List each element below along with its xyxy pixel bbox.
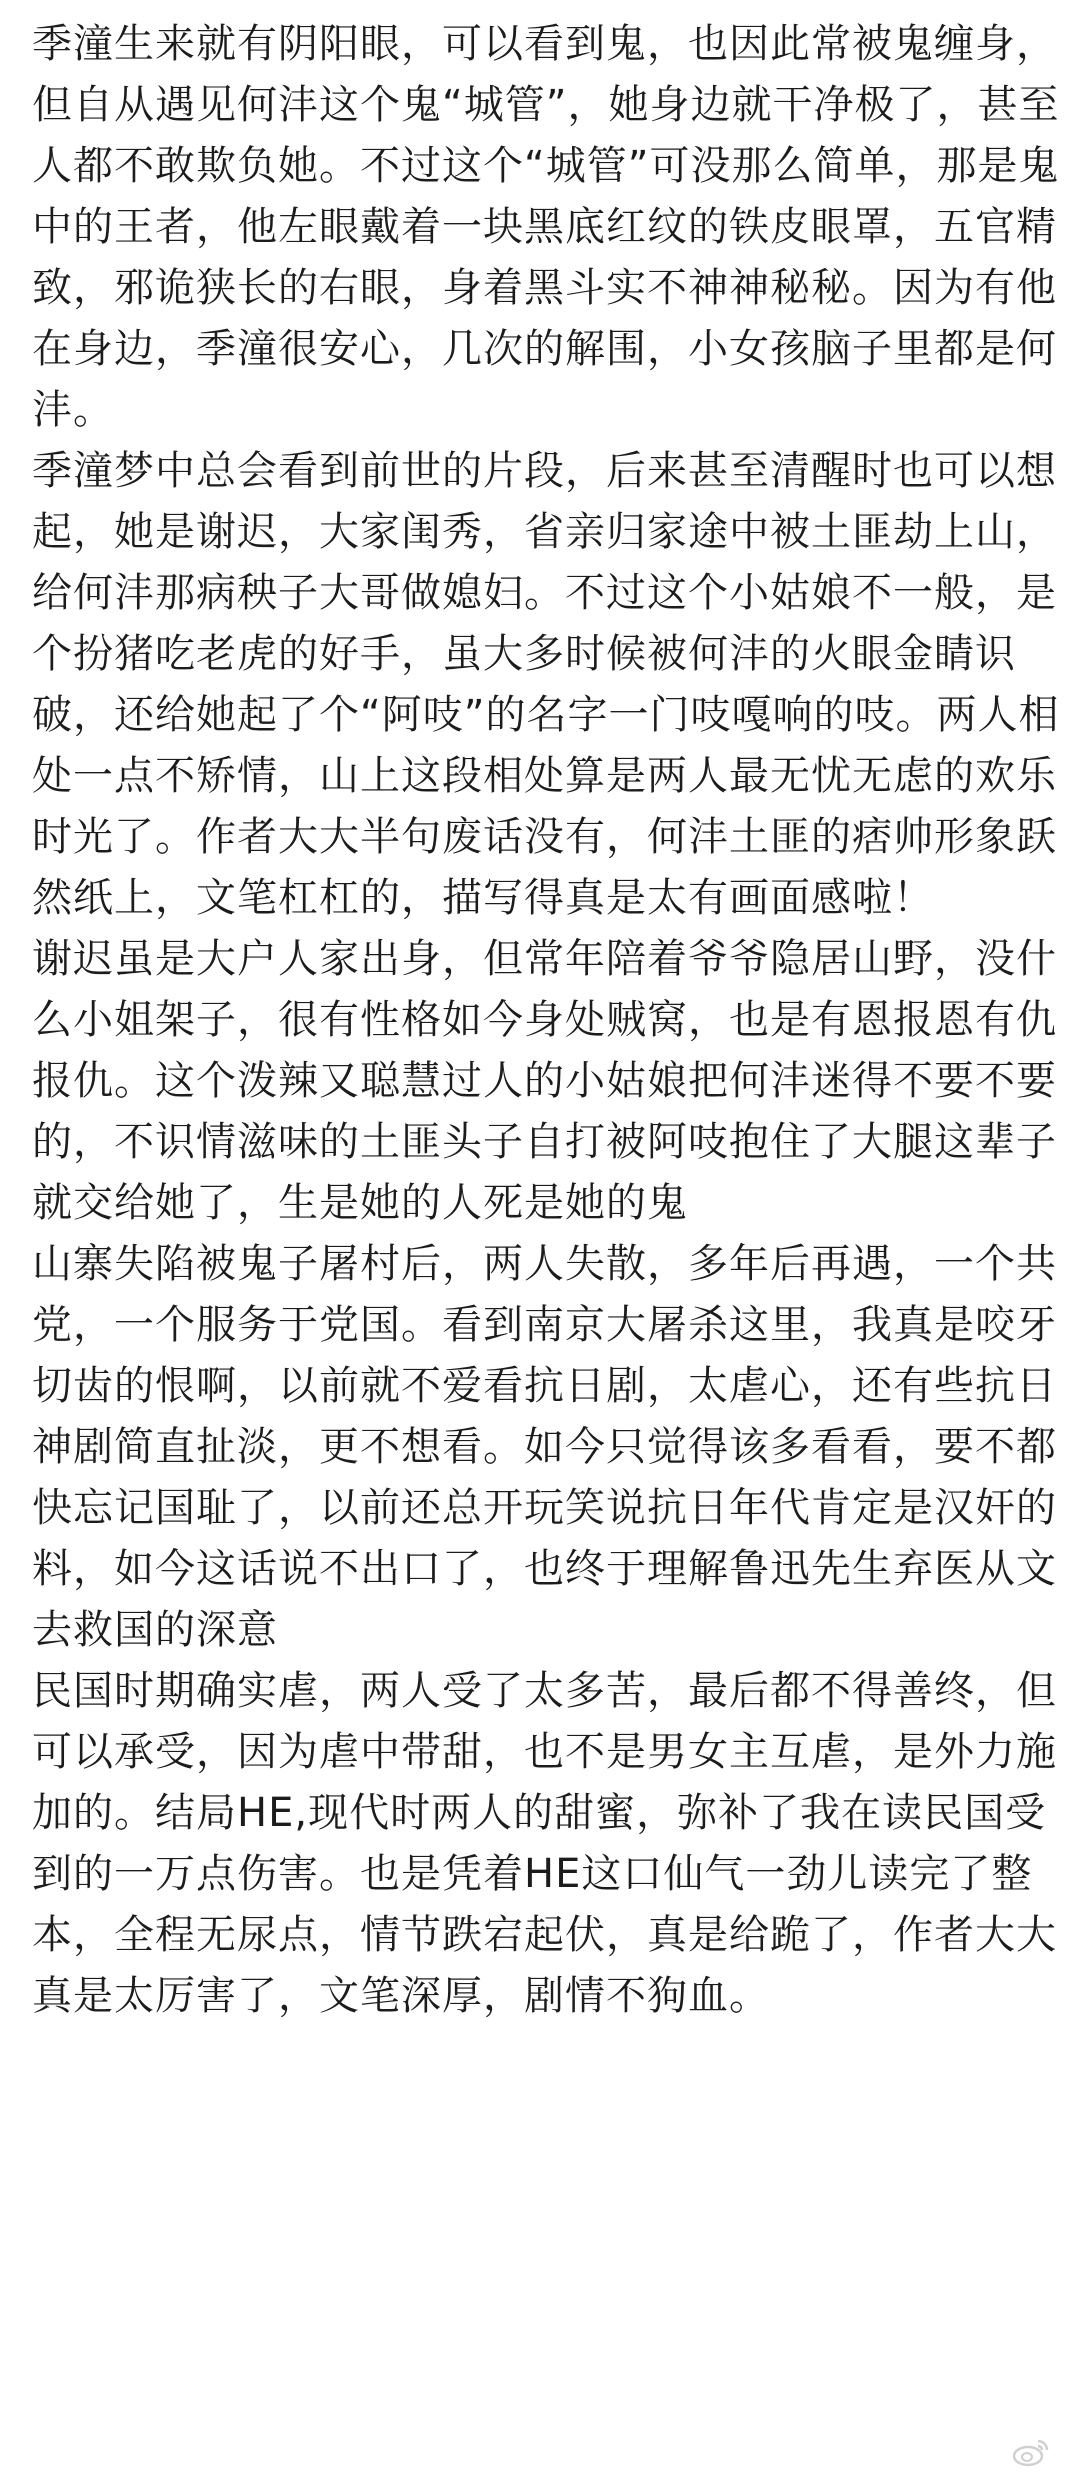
weibo-logo-icon	[1012, 2437, 1050, 2467]
paragraph-4: 山寨失陷被鬼子屠村后，两人失散，多年后再遇，一个共党，一个服务于党国。看到南京大屠杀这里，我真是咬牙切齿的恨啊，以前就不爱看抗日剧，太虐心，还有些抗日神剧简直扯淡，更不想看。如今只觉得该多看看，要不都快忘记国耻了，以前还总开玩笑说抗日年代肯定是汉奸的料，如今这话说不出口了，也终于理解鲁迅先生弃医从文去救国的深意	[32, 1241, 1057, 1653]
watermark	[1012, 2437, 1050, 2467]
article-body	[32, 14, 1062, 2027]
paragraph-3: 谢迟虽是大户人家出身，但常年陪着爷爷隐居山野，没什么小姐架子，很有性格如今身处贼窝，也是有恩报恩有仇报仇。这个泼辣又聪慧过人的小姑娘把何沣迷得不要不要的，不识情滋味的土匪头子自打被阿吱抱住了大腿这辈子就交给她了，生是她的人死是她的鬼	[32, 936, 1057, 1226]
paragraph-1: 季潼生来就有阴阳眼，可以看到鬼，也因此常被鬼缠身，但自从遇见何沣这个鬼“城管”，她身边就干净极了，甚至人都不敢欺负她。不过这个“城管”可没那么简单，那是鬼中的王者，他左眼戴着一块黑底红纹的铁皮眼罩，五官精致，邪诡狭长的右眼，身着黑斗实不神神秘秘。因为有他在身边，季潼很安心，几次的解围，小女孩脑子里都是何沣。	[32, 21, 1060, 433]
paragraph-2: 季潼梦中总会看到前世的片段，后来甚至清醒时也可以想起，她是谢迟，大家闺秀，省亲归家途中被土匪劫上山，给何沣那病秧子大哥做媳妇。不过这个小姑娘不一般，是个扮猪吃老虎的好手，虽大多时候被何沣的火眼金睛识破，还给她起了个“阿吱”的名字一门吱嘎响的吱。两人相处一点不矫情，山上这段相处算是两人最无忧无虑的欢乐时光了。作者大大半句废话没有，何沣土匪的痞帅形象跃然纸上，文笔杠杠的，描写得真是太有画面感啦！	[32, 448, 1060, 921]
paragraph-5: 民国时期确实虐，两人受了太多苦，最后都不得善终，但可以承受，因为虐中带甜，也不是男女主互虐，是外力施加的。结局HE,现代时两人的甜蜜，弥补了我在读民国受到的一万点伤害。也是凭着HE这口仙气一劲儿读完了整本，全程无尿点，情节跌宕起伏，真是给跪了，作者大大真是太厉害了，文笔深厚，剧情不狗血。	[32, 1668, 1057, 2019]
